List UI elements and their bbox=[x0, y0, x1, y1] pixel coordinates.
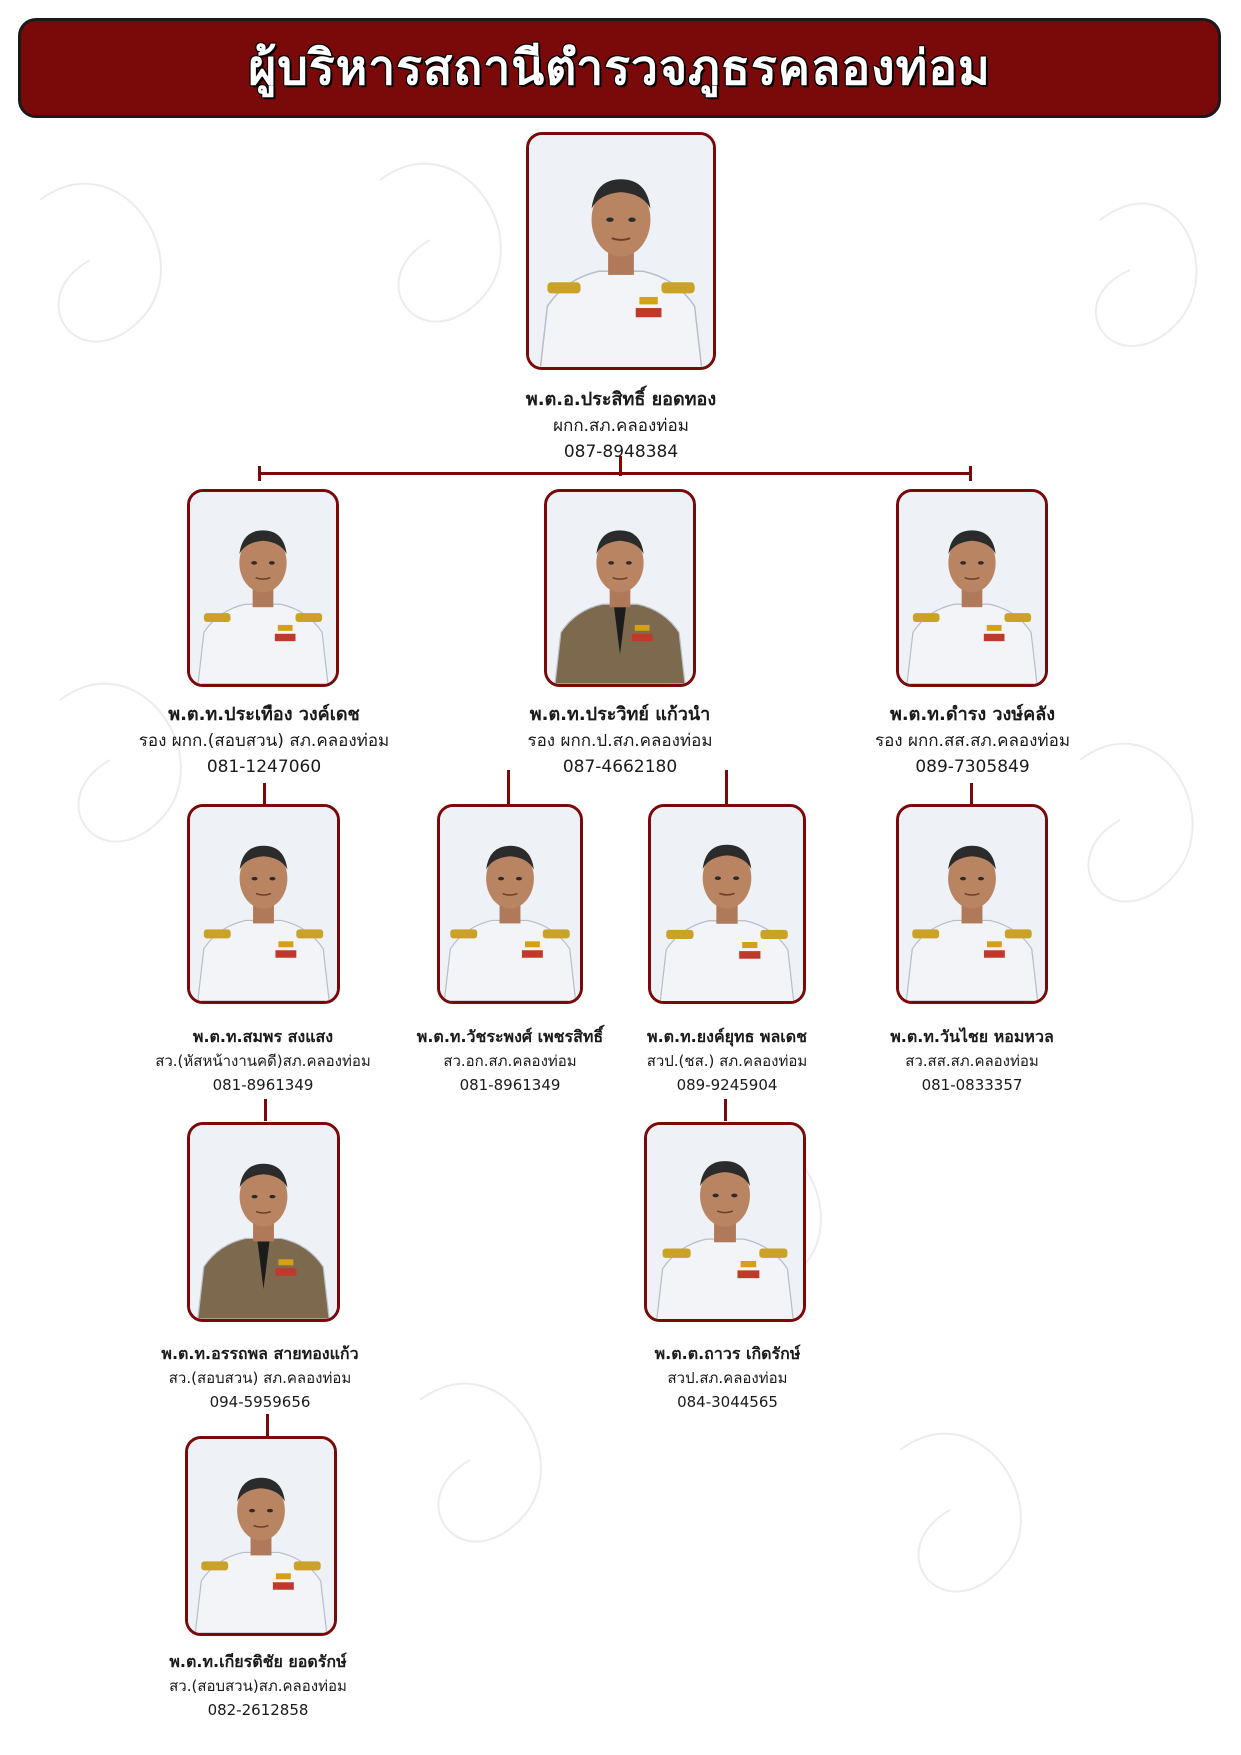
officer-role: ผกก.สภ.คลองท่อม bbox=[553, 416, 689, 436]
officer-caption-p1 bbox=[421, 387, 821, 465]
officer-photo-p10 bbox=[644, 1122, 806, 1322]
connector-p2-p5 bbox=[263, 783, 266, 805]
officer-caption-p5 bbox=[128, 1025, 398, 1097]
officer-name: พ.ต.ท.อรรถพล สายทองแก้ว bbox=[161, 1344, 359, 1363]
officer-name: พ.ต.ท.เกียรติชัย ยอดรักษ์ bbox=[169, 1652, 347, 1671]
officer-phone: 087-8948384 bbox=[563, 442, 679, 462]
officer-role: สว.(หัสหน้างานคดี)สภ.คลองท่อม bbox=[155, 1052, 371, 1070]
portrait-illustration bbox=[647, 1125, 803, 1319]
connector-p7-p10 bbox=[724, 1099, 727, 1121]
officer-role: สว.อก.สภ.คลองท่อม bbox=[443, 1052, 577, 1070]
officer-name: พ.ต.ท.วัชระพงศ์ เพชรสิทธิ์ bbox=[416, 1027, 604, 1046]
officer-phone: 087-4662180 bbox=[562, 757, 678, 777]
officer-caption-p10 bbox=[615, 1342, 840, 1414]
officer-photo-p11 bbox=[185, 1436, 337, 1636]
officer-role: สว.สส.สภ.คลองท่อม bbox=[905, 1052, 1039, 1070]
officer-name: พ.ต.ท.ยงค์ยุทธ พลเดช bbox=[647, 1027, 807, 1046]
officer-phone: 082-2612858 bbox=[207, 1701, 309, 1719]
officer-name: พ.ต.ท.ประเทือง วงค์เดช bbox=[168, 704, 360, 725]
officer-phone: 081-8961349 bbox=[212, 1076, 314, 1094]
connector-p5-p9 bbox=[264, 1099, 267, 1121]
officer-caption-p9 bbox=[130, 1342, 390, 1414]
portrait-illustration bbox=[899, 807, 1045, 1001]
connector-left-tick bbox=[258, 466, 261, 481]
officer-name: พ.ต.ท.วันไชย หอมหวล bbox=[890, 1027, 1054, 1046]
portrait-illustration bbox=[651, 807, 803, 1001]
officer-name: พ.ต.ท.ดำรง วงษ์คลัง bbox=[889, 704, 1056, 725]
officer-phone: 081-1247060 bbox=[206, 757, 322, 777]
portrait-illustration bbox=[190, 807, 337, 1001]
portrait-illustration bbox=[547, 492, 693, 684]
officer-phone: 081-0833357 bbox=[921, 1076, 1023, 1094]
portrait-illustration bbox=[529, 135, 713, 367]
portrait-illustration bbox=[899, 492, 1045, 684]
officer-caption-p8 bbox=[862, 1025, 1082, 1097]
officer-photo-p1 bbox=[526, 132, 716, 370]
officer-photo-p7 bbox=[648, 804, 806, 1004]
officer-photo-p8 bbox=[896, 804, 1048, 1004]
officer-role: สว.(สอบสวน)สภ.คลองท่อม bbox=[169, 1677, 347, 1695]
officer-photo-p2 bbox=[187, 489, 339, 687]
officer-caption-p11 bbox=[128, 1650, 388, 1722]
officer-caption-p7 bbox=[622, 1025, 832, 1097]
portrait-illustration bbox=[440, 807, 580, 1001]
officer-photo-p3 bbox=[544, 489, 696, 687]
officer-phone: 089-9245904 bbox=[676, 1076, 778, 1094]
officer-phone: 081-8961349 bbox=[459, 1076, 561, 1094]
officer-name: พ.ต.ต.ถาวร เกิดรักษ์ bbox=[654, 1344, 801, 1363]
officer-phone: 094-5959656 bbox=[209, 1393, 311, 1411]
officer-phone: 084-3044565 bbox=[677, 1393, 778, 1411]
connector-horizontal bbox=[258, 472, 972, 475]
officer-photo-p4 bbox=[896, 489, 1048, 687]
page-title-banner bbox=[18, 18, 1221, 118]
officer-photo-p6 bbox=[437, 804, 583, 1004]
officer-caption-p4 bbox=[815, 702, 1130, 780]
connector-right-tick bbox=[969, 466, 972, 481]
officer-role: รอง ผกก.ป.สภ.คลองท่อม bbox=[527, 731, 713, 751]
portrait-illustration bbox=[190, 492, 336, 684]
officer-caption-p3 bbox=[465, 702, 775, 780]
officer-role: รอง ผกก.(สอบสวน) สภ.คลองท่อม bbox=[138, 731, 390, 751]
portrait-illustration bbox=[190, 1125, 337, 1319]
officer-role: สว.(สอบสวน) สภ.คลองท่อม bbox=[168, 1369, 352, 1387]
portrait-illustration bbox=[188, 1439, 334, 1633]
officer-caption-p6 bbox=[395, 1025, 625, 1097]
connector-p4-p8 bbox=[970, 783, 973, 805]
officer-photo-p5 bbox=[187, 804, 340, 1004]
officer-name: พ.ต.อ.ประสิทธิ์ ยอดทอง bbox=[525, 389, 717, 410]
officer-photo-p9 bbox=[187, 1122, 340, 1322]
officer-name: พ.ต.ท.สมพร สงแสง bbox=[192, 1027, 334, 1046]
officer-caption-p2 bbox=[104, 702, 424, 780]
officer-role: รอง ผกก.สส.สภ.คลองท่อม bbox=[874, 731, 1071, 751]
officer-role: สวป.(ชส.) สภ.คลองท่อม bbox=[646, 1052, 808, 1070]
officer-phone: 089-7305849 bbox=[915, 757, 1030, 777]
page-title: ผู้บริหารสถานีตำรวจภูธรคลองท่อม bbox=[248, 40, 991, 96]
officer-name: พ.ต.ท.ประวิทย์ แก้วนำ bbox=[529, 704, 711, 725]
connector-p9-p11 bbox=[266, 1414, 269, 1436]
officer-role: สวป.สภ.คลองท่อม bbox=[667, 1369, 788, 1387]
